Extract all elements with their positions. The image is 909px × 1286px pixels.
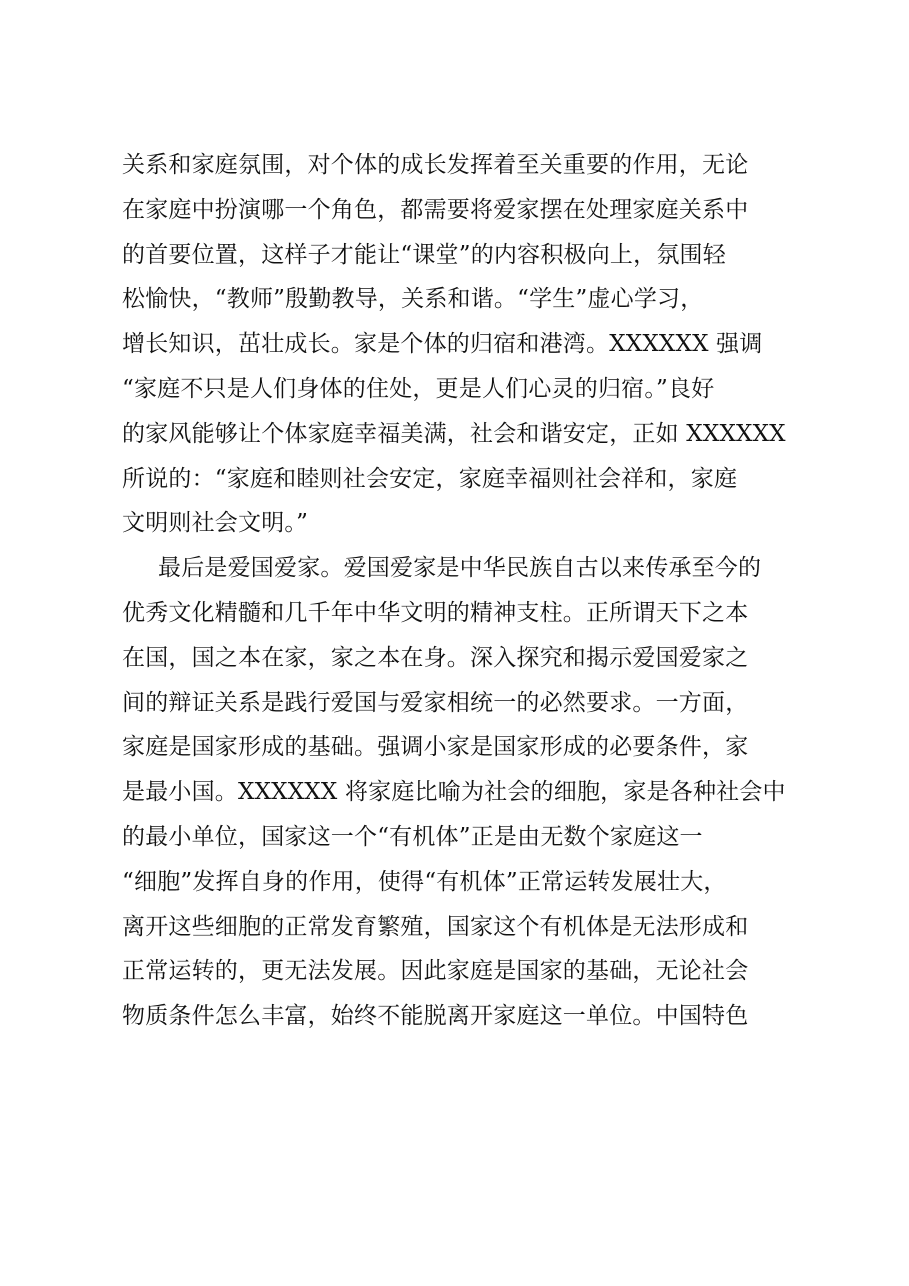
text-line: 的家风能够让个体家庭幸福美满，社会和谐安定，正如 XXXXXX bbox=[122, 420, 786, 447]
text-line: 所说的：“家庭和睦则社会安定，家庭幸福则社会祥和，家庭 bbox=[122, 465, 738, 492]
text-line: 在家庭中扮演哪一个角色，都需要将爱家摆在处理家庭关系中 bbox=[122, 196, 749, 223]
text-line: 间的辩证关系是践行爱国与爱家相统一的必然要求。一方面， bbox=[122, 689, 749, 716]
text-line: “家庭不只是人们身体的住处，更是人们心灵的归宿。”良好 bbox=[122, 375, 715, 402]
text-line: 最后是爱国爱家。爱国爱家是中华民族自古以来传承至今的 bbox=[158, 555, 762, 582]
text-line: 正常运转的，更无法发展。因此家庭是国家的基础，无论社会 bbox=[122, 958, 749, 985]
text-line: 增长知识，茁壮成长。家是个体的归宿和港湾。XXXXXX 强调 bbox=[122, 331, 763, 358]
paragraph-2 bbox=[122, 546, 812, 1039]
text-line: 优秀文化精髓和几千年中华文明的精神支柱。正所谓天下之本 bbox=[122, 599, 749, 626]
paragraph-1 bbox=[122, 143, 812, 546]
text-line: 文明则社会文明。” bbox=[122, 510, 309, 537]
body-text bbox=[122, 143, 812, 1039]
text-line: “细胞”发挥自身的作用，使得“有机体”正常运转发展壮大， bbox=[122, 868, 727, 895]
text-line: 的最小单位，国家这一个“有机体”正是由无数个家庭这一 bbox=[122, 823, 703, 850]
text-line: 离开这些细胞的正常发育繁殖，国家这个有机体是无法形成和 bbox=[122, 913, 749, 940]
text-line: 家庭是国家形成的基础。强调小家是国家形成的必要条件，家 bbox=[122, 734, 749, 761]
text-line: 的首要位置，这样子才能让“课堂”的内容积极向上，氛围轻 bbox=[122, 241, 726, 268]
text-line: 在国，国之本在家，家之本在身。深入探究和揭示爱国爱家之 bbox=[122, 644, 749, 671]
text-line: 是最小国。XXXXXX 将家庭比喻为社会的细胞，家是各种社会中 bbox=[122, 779, 786, 806]
text-line: 物质条件怎么丰富，始终不能脱离开家庭这一单位。中国特色 bbox=[122, 1003, 749, 1030]
text-line: 松愉快，“教师”殷勤教导，关系和谐。“学生”虚心学习， bbox=[122, 286, 704, 313]
text-line: 关系和家庭氛围，对个体的成长发挥着至关重要的作用，无论 bbox=[122, 152, 749, 178]
